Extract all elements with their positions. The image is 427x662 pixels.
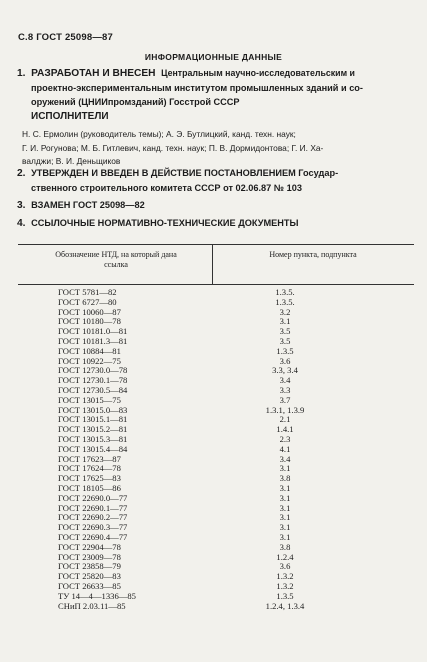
ntd-designation: ГОСТ 22690.1—77 bbox=[58, 502, 128, 513]
ntd-designation: ГОСТ 13015.0—83 bbox=[58, 404, 128, 415]
ntd-designation: ГОСТ 25820—83 bbox=[58, 571, 121, 582]
clause-number: 3.6 bbox=[279, 561, 291, 572]
clause-number: 3.5 bbox=[279, 335, 291, 346]
ntd-designation: ГОСТ 17625—83 bbox=[58, 473, 121, 484]
table-header-rule bbox=[18, 284, 414, 285]
clause-number: 3.6 bbox=[279, 355, 291, 366]
clause-number: 3.8 bbox=[279, 473, 291, 484]
section-1-line-3: оружений (ЦНИИпромзданий) Госстрой СССР bbox=[31, 97, 240, 107]
clause-number: 1.4.1 bbox=[276, 424, 294, 435]
clause-number: 4.1 bbox=[279, 443, 291, 454]
clause-number: 3.2 bbox=[279, 306, 291, 317]
section-3-number: 3. bbox=[17, 200, 26, 211]
table-column-divider bbox=[212, 244, 213, 284]
ntd-designation: ГОСТ 22690.3—77 bbox=[58, 522, 128, 533]
section-1-line-1: Центральным научно-исследовательским и bbox=[161, 68, 355, 78]
executors-line-3: валджи; В. И. Деньщиков bbox=[22, 156, 121, 166]
section-1 bbox=[17, 66, 405, 109]
section-1-number: 1. bbox=[17, 68, 26, 79]
executors-heading: ИСПОЛНИТЕЛИ bbox=[31, 111, 109, 122]
ntd-designation: ГОСТ 22690.0—77 bbox=[58, 492, 128, 503]
clause-number: 1.3.2 bbox=[276, 580, 294, 591]
table-header-designation-line-2: ссылка bbox=[104, 260, 128, 269]
ntd-designation: ГОСТ 6727—80 bbox=[58, 296, 117, 307]
clause-number: 2.1 bbox=[279, 414, 291, 425]
clause-number: 3.1 bbox=[279, 502, 291, 513]
ntd-designation: ГОСТ 12730.5—84 bbox=[58, 384, 128, 395]
section-2-line-2: ственного строительного комитета СССР от 02.06.87 № 103 bbox=[31, 183, 302, 193]
section-3 bbox=[17, 198, 405, 213]
clause-number: 3.3, 3.4 bbox=[272, 365, 298, 376]
ntd-designation: ГОСТ 13015.4—84 bbox=[58, 443, 128, 454]
table-header-designation bbox=[30, 250, 202, 270]
clause-number: 3.1 bbox=[279, 463, 291, 474]
clause-number: 3.1 bbox=[279, 492, 291, 503]
clause-number: 1.3.5. bbox=[275, 296, 295, 307]
clause-number: 1.3.5. bbox=[275, 287, 295, 297]
table-row bbox=[0, 602, 427, 612]
section-4-number: 4. bbox=[17, 218, 26, 229]
ntd-designation: ГОСТ 18105—86 bbox=[58, 482, 121, 493]
executors-list bbox=[22, 128, 405, 169]
executors-line-1: Н. С. Ермолин (руководитель темы); А. Э. Бутлицкий, канд. техн. наук; bbox=[22, 129, 296, 139]
clause-number: 3.1 bbox=[279, 482, 291, 493]
table-header-clause: Номер пункта, подпункта bbox=[269, 250, 357, 259]
clause-number: 1.3.1, 1.3.9 bbox=[265, 404, 305, 415]
section-1-lead: РАЗРАБОТАН И ВНЕСЕН bbox=[31, 68, 156, 79]
ntd-designation: ТУ 14—4—1336—85 bbox=[58, 590, 136, 601]
section-2-number: 2. bbox=[17, 168, 26, 179]
table-header-designation-line-1: Обозначение НТД, на который дана bbox=[55, 250, 177, 259]
clause-number: 1.3.2 bbox=[276, 571, 294, 582]
document-title: ИНФОРМАЦИОННЫЕ ДАННЫЕ bbox=[144, 52, 283, 62]
ntd-designation: ГОСТ 23009—78 bbox=[58, 551, 121, 562]
clause-number: 3.4 bbox=[279, 453, 291, 464]
section-4-text: ССЫЛОЧНЫЕ НОРМАТИВНО-ТЕХНИЧЕСКИЕ ДОКУМЕНТЫ bbox=[31, 218, 299, 228]
clause-number: 3.1 bbox=[279, 522, 291, 533]
ntd-designation: ГОСТ 13015.3—81 bbox=[58, 433, 128, 444]
section-2-line-1: УТВЕРЖДЕН И ВВЕДЕН В ДЕЙСТВИЕ ПОСТАНОВЛЕНИЕМ Государ- bbox=[31, 168, 339, 178]
clause-number: 3.5 bbox=[279, 326, 291, 337]
clause-number: 3.4 bbox=[279, 375, 291, 386]
section-4 bbox=[17, 216, 405, 231]
page-header: С.8 ГОСТ 25098—87 bbox=[18, 32, 114, 43]
section-3-text: ВЗАМЕН ГОСТ 25098—82 bbox=[31, 200, 145, 210]
section-1-line-2: проектно-экспериментальным институтом промышленных зданий и со- bbox=[31, 83, 363, 93]
ntd-designation: СНиП 2.03.11—85 bbox=[58, 600, 126, 611]
clause-number: 1.2.4, 1.3.4 bbox=[265, 600, 305, 611]
ntd-designation: ГОСТ 22690.4—77 bbox=[58, 531, 128, 542]
ntd-designation: ГОСТ 10181.3—81 bbox=[58, 335, 128, 346]
ntd-designation: ГОСТ 17624—78 bbox=[58, 463, 121, 474]
clause-number: 2.3 bbox=[279, 433, 291, 444]
section-2 bbox=[17, 166, 405, 195]
ntd-designation: ГОСТ 23858—79 bbox=[58, 561, 121, 572]
ntd-designation: ГОСТ 10181.0—81 bbox=[58, 326, 128, 337]
ntd-designation: ГОСТ 5781—82 bbox=[58, 287, 117, 297]
table-body bbox=[0, 288, 427, 611]
clause-number: 1.2.4 bbox=[276, 551, 294, 562]
clause-number: 3.1 bbox=[279, 512, 291, 523]
ntd-designation: ГОСТ 22690.2—77 bbox=[58, 512, 128, 523]
ntd-designation: ГОСТ 12730.0—78 bbox=[58, 365, 128, 376]
clause-number: 3.1 bbox=[279, 316, 291, 327]
ntd-designation: ГОСТ 13015—75 bbox=[58, 394, 121, 405]
executors-line-2: Г. И. Рогунова; М. Б. Гитлевич, канд. техн. наук; П. В. Дормидонтова; Г. И. Ха- bbox=[22, 142, 324, 153]
ntd-designation: ГОСТ 17623—87 bbox=[58, 453, 121, 464]
ntd-designation: ГОСТ 10922—75 bbox=[58, 355, 121, 366]
ntd-designation: ГОСТ 10060—87 bbox=[58, 306, 121, 317]
clause-number: 3.1 bbox=[279, 531, 291, 542]
table-top-rule bbox=[18, 244, 414, 245]
ntd-designation: ГОСТ 10884—81 bbox=[58, 345, 121, 356]
clause-number: 1.3.5 bbox=[276, 590, 294, 601]
ntd-designation: ГОСТ 12730.1—78 bbox=[58, 375, 128, 386]
ntd-designation: ГОСТ 13015.1—81 bbox=[58, 414, 128, 425]
ntd-designation: ГОСТ 26633—85 bbox=[58, 580, 121, 591]
ntd-designation: ГОСТ 13015.2—81 bbox=[58, 424, 128, 435]
clause-number: 1.3.5 bbox=[276, 345, 294, 356]
ntd-designation: ГОСТ 22904—78 bbox=[58, 541, 121, 552]
clause-number: 3.8 bbox=[279, 541, 291, 552]
ntd-designation: ГОСТ 10180—78 bbox=[58, 316, 121, 327]
clause-number: 3.7 bbox=[279, 394, 291, 405]
clause-number: 3.3 bbox=[279, 384, 291, 395]
